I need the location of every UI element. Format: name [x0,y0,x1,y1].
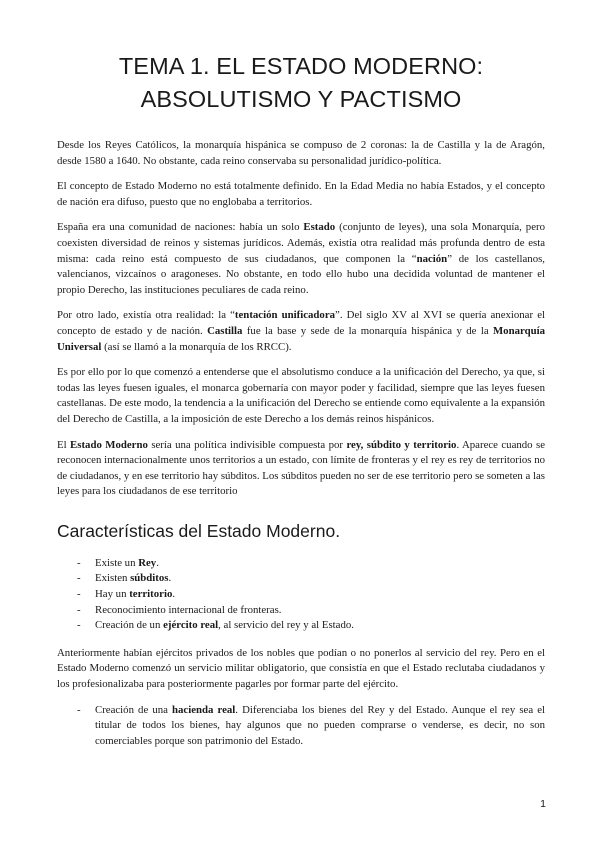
list-item [77,556,545,572]
text-run: Reconocimiento internacional de fronteras. [95,603,282,616]
text-run: . [168,572,172,585]
bold-term: hacienda real [172,703,236,716]
paragraph-1: Desde los Reyes Católicos, la monarquía hispánica se compuso de 2 coronas: la de Castilla y la de Aragón, desde 1580 a 1640. No obstante, cada reino conservaba su personalidad jurídico-política. [57,139,545,167]
paragraph-5: Es por ello por lo que comenzó a entenderse que el absolutismo conduce a la unificación del Derecho, ya que, si todas las leyes fuesen iguales, el monarca gobernaría con mayor poder y facilidad, siempre que las leyes fuesen castellanas. De este modo, la tendencia a la unificación del Derecho se entiende como equivalente a la expansión del Derecho de Castilla, a la imposición de este Derecho a los demás reinos hispánicos. [57,366,545,425]
text-run: ”. Del siglo XV al XVI se quería anexionar el concepto de estado y de nación. [57,309,545,337]
paragraph-4 [57,308,545,355]
text-run: El [57,438,71,451]
bold-term: Castilla [207,324,243,337]
text-run: Por otro lado, existía otra realidad: la “ [57,309,235,322]
text-run: , al servicio del rey y al Estado. [218,619,354,632]
text-run: España era una comunidad de naciones: había un solo [57,221,304,234]
text-run: Creación de una [95,703,172,716]
text-run: sería una política indivisible compuesta por [147,438,347,451]
text-run: (así se llamó a la monarquía de los RRCC). [101,340,292,353]
bold-term: Monarquía Universal [57,324,545,353]
text-run: Creación de un [95,619,164,632]
bold-term: Rey [138,556,157,569]
text-run: . [172,588,176,601]
text-run: Existen [95,572,131,585]
list-item [77,603,545,619]
text-run: . Aparece cuando se reconocen internacionalmente unos territorios a un estado, con límite de fronteras y el rey es rey de territorios no de ciudadanos, y en ese territorio hay súbditos. Los súbditos pueden no ser de ese territorio pero se someten a las leyes para los ciudadanos de ese territorio [57,438,545,498]
list-item [77,571,545,587]
list-item [77,618,545,634]
title-line-1: TEMA 1. EL ESTADO MODERNO: [118,53,484,79]
paragraph-3 [57,220,545,298]
text-run: ” de los castellanos, valencianos, vizcaínos o aragoneses. No obstante, en todo ello hubo una decidida voluntad de mantener el propio Derecho, las instituciones peculiares de cada reino. [57,252,545,296]
bold-term: Estado Moderno [70,438,148,451]
page-title [57,50,545,116]
bold-term: territorio [129,588,173,601]
section-heading: Características del Estado Moderno. [57,520,341,541]
list-item [77,587,545,603]
page-number: 1 [540,798,546,810]
text-run: . [156,556,159,569]
bold-term: súbditos [130,572,169,585]
bold-term: Estado [303,221,336,234]
bold-term: tentación unificadora [234,309,336,322]
list-item [77,703,545,750]
paragraph-2: El concepto de Estado Moderno no está totalmente definido. En la Edad Media no había Estados, y el concepto de nación era difuso, puesto que no englobaba a territorios. [57,180,545,208]
title-line-2: ABSOLUTISMO Y PACTISMO [140,86,462,112]
paragraph-6 [57,438,545,500]
text-run: Hay un [95,588,130,601]
text-run: fue la base y sede de la monarquía hispánica y de la [242,324,493,337]
features-list-continued [57,703,545,750]
text-run: . Diferenciaba los bienes del Rey y del Estado. Aunque el rey sea el titular de todos los bienes, hay algunos que no pueden comprarse o venderse, es decir, no son comerciables porque son patrimonio del Estado. [95,703,545,747]
bold-term: rey, súbdito y territorio [346,438,457,451]
bold-term: nación [416,252,448,265]
bold-term: ejército real [163,619,219,632]
text-run: (conjunto de leyes), una sola Monarquía, pero coexisten diversidad de reinos y sistemas jurídicos. Además, existía otra realidad más profunda dentro de esta misma: cada reino está compuesto de sus ciudadanos, que componen la “ [57,221,545,265]
paragraph-7: Anteriormente habían ejércitos privados de los nobles que podían o no ponerlos al servicio del rey. Pero en el Estado Moderno comenzó un servicio militar obligatorio, que consistía en que el Estado reclutaba ciudadanos y los profesionalizaba para posteriormente pagarles por formar parte del ejército. [57,646,545,691]
features-list [57,556,545,634]
text-run: Existe un [95,556,139,569]
